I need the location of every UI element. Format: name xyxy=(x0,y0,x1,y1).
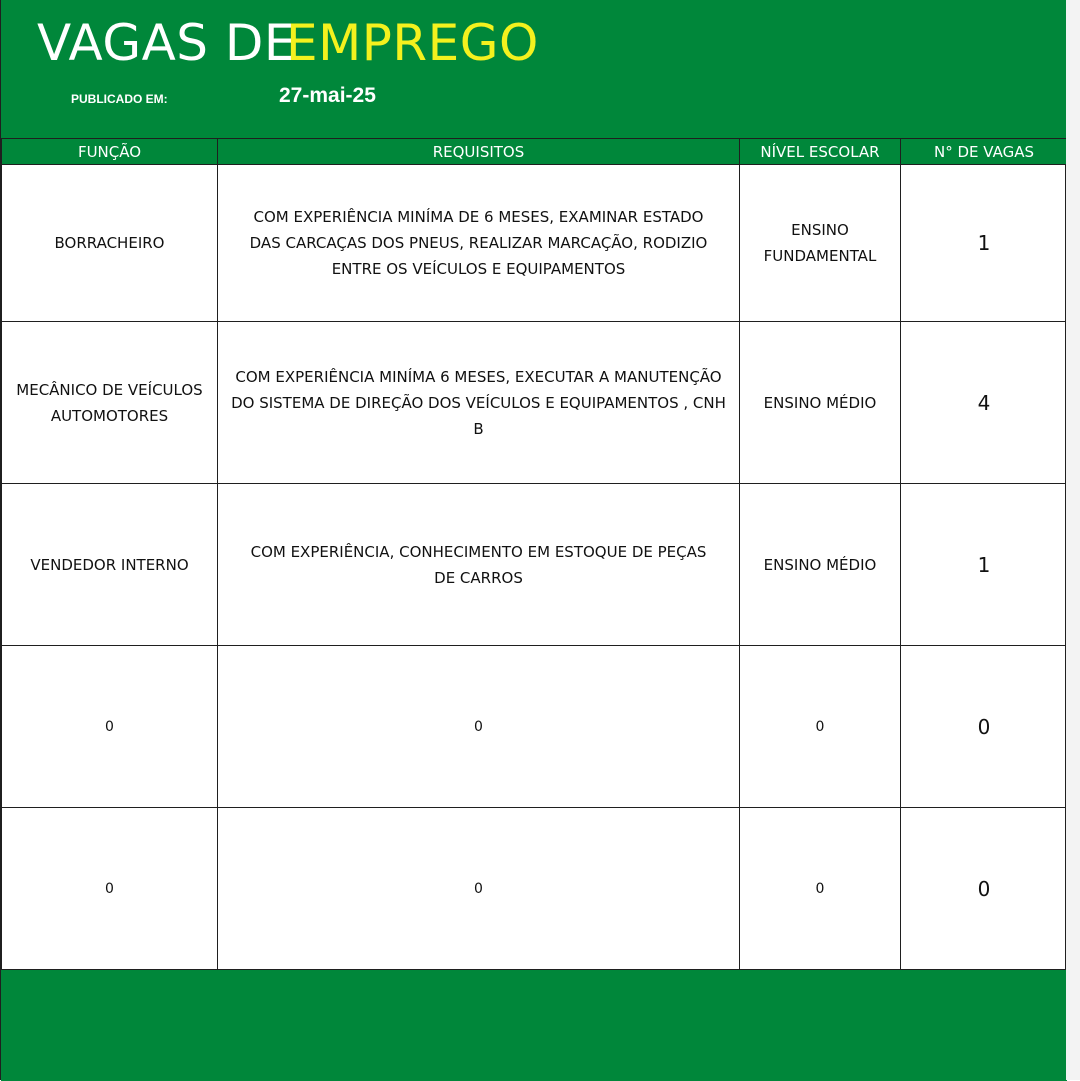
cell-funcao: MECÂNICO DE VEÍCULOS AUTOMOTORES xyxy=(2,322,218,484)
cell-funcao: BORRACHEIRO xyxy=(2,165,218,322)
header-banner xyxy=(1,0,1067,138)
cell-num-vagas: 4 xyxy=(901,322,1068,484)
cell-requisitos: COM EXPERIÊNCIA, CONHECIMENTO EM ESTOQUE DE PEÇAS DE CARROS xyxy=(218,484,740,646)
published-date: 27-mai-25 xyxy=(279,84,376,107)
cell-num-vagas: 1 xyxy=(901,484,1068,646)
cell-requisitos: COM EXPERIÊNCIA MINÍMA DE 6 MESES, EXAMINAR ESTADO DAS CARCAÇAS DOS PNEUS, REALIZAR MARCAÇÃO, RODIZIO ENTRE OS VEÍCULOS E EQUIPAMENTOS xyxy=(218,165,740,322)
published-label: PUBLICADO EM: xyxy=(71,92,168,106)
table-row xyxy=(2,322,1068,484)
cell-nivel-escolar: ENSINO MÉDIO xyxy=(740,322,901,484)
cell-nivel-escolar: 0 xyxy=(740,646,901,808)
cell-num-vagas: 0 xyxy=(901,808,1068,970)
cell-funcao: 0 xyxy=(2,646,218,808)
table-row xyxy=(2,165,1068,322)
column-header-funcao: FUNÇÃO xyxy=(2,139,218,165)
cell-nivel-escolar: ENSINO MÉDIO xyxy=(740,484,901,646)
footer-banner xyxy=(1,969,1067,1081)
cell-requisitos: 0 xyxy=(218,808,740,970)
title-vagas-de: VAGAS DE xyxy=(37,14,297,72)
cell-nivel-escolar: ENSINO FUNDAMENTAL xyxy=(740,165,901,322)
cell-num-vagas: 1 xyxy=(901,165,1068,322)
table-row xyxy=(2,808,1068,970)
table-row xyxy=(2,484,1068,646)
table-row xyxy=(2,646,1068,808)
table-header-row xyxy=(2,139,1068,165)
column-header-requisitos: REQUISITOS xyxy=(218,139,740,165)
column-header-nivel-escolar: NÍVEL ESCOLAR xyxy=(740,139,901,165)
cell-funcao: VENDEDOR INTERNO xyxy=(2,484,218,646)
cell-requisitos: COM EXPERIÊNCIA MINÍMA 6 MESES, EXECUTAR A MANUTENÇÃO DO SISTEMA DE DIREÇÃO DOS VEÍCULOS E EQUIPAMENTOS , CNH B xyxy=(218,322,740,484)
cell-nivel-escolar: 0 xyxy=(740,808,901,970)
cell-funcao: 0 xyxy=(2,808,218,970)
job-table xyxy=(1,138,1068,970)
cell-requisitos: 0 xyxy=(218,646,740,808)
title-emprego: EMPREGO xyxy=(286,14,539,72)
sheet-edge xyxy=(1066,0,1080,1080)
column-header-num-vagas: N° DE VAGAS xyxy=(901,139,1068,165)
cell-num-vagas: 0 xyxy=(901,646,1068,808)
